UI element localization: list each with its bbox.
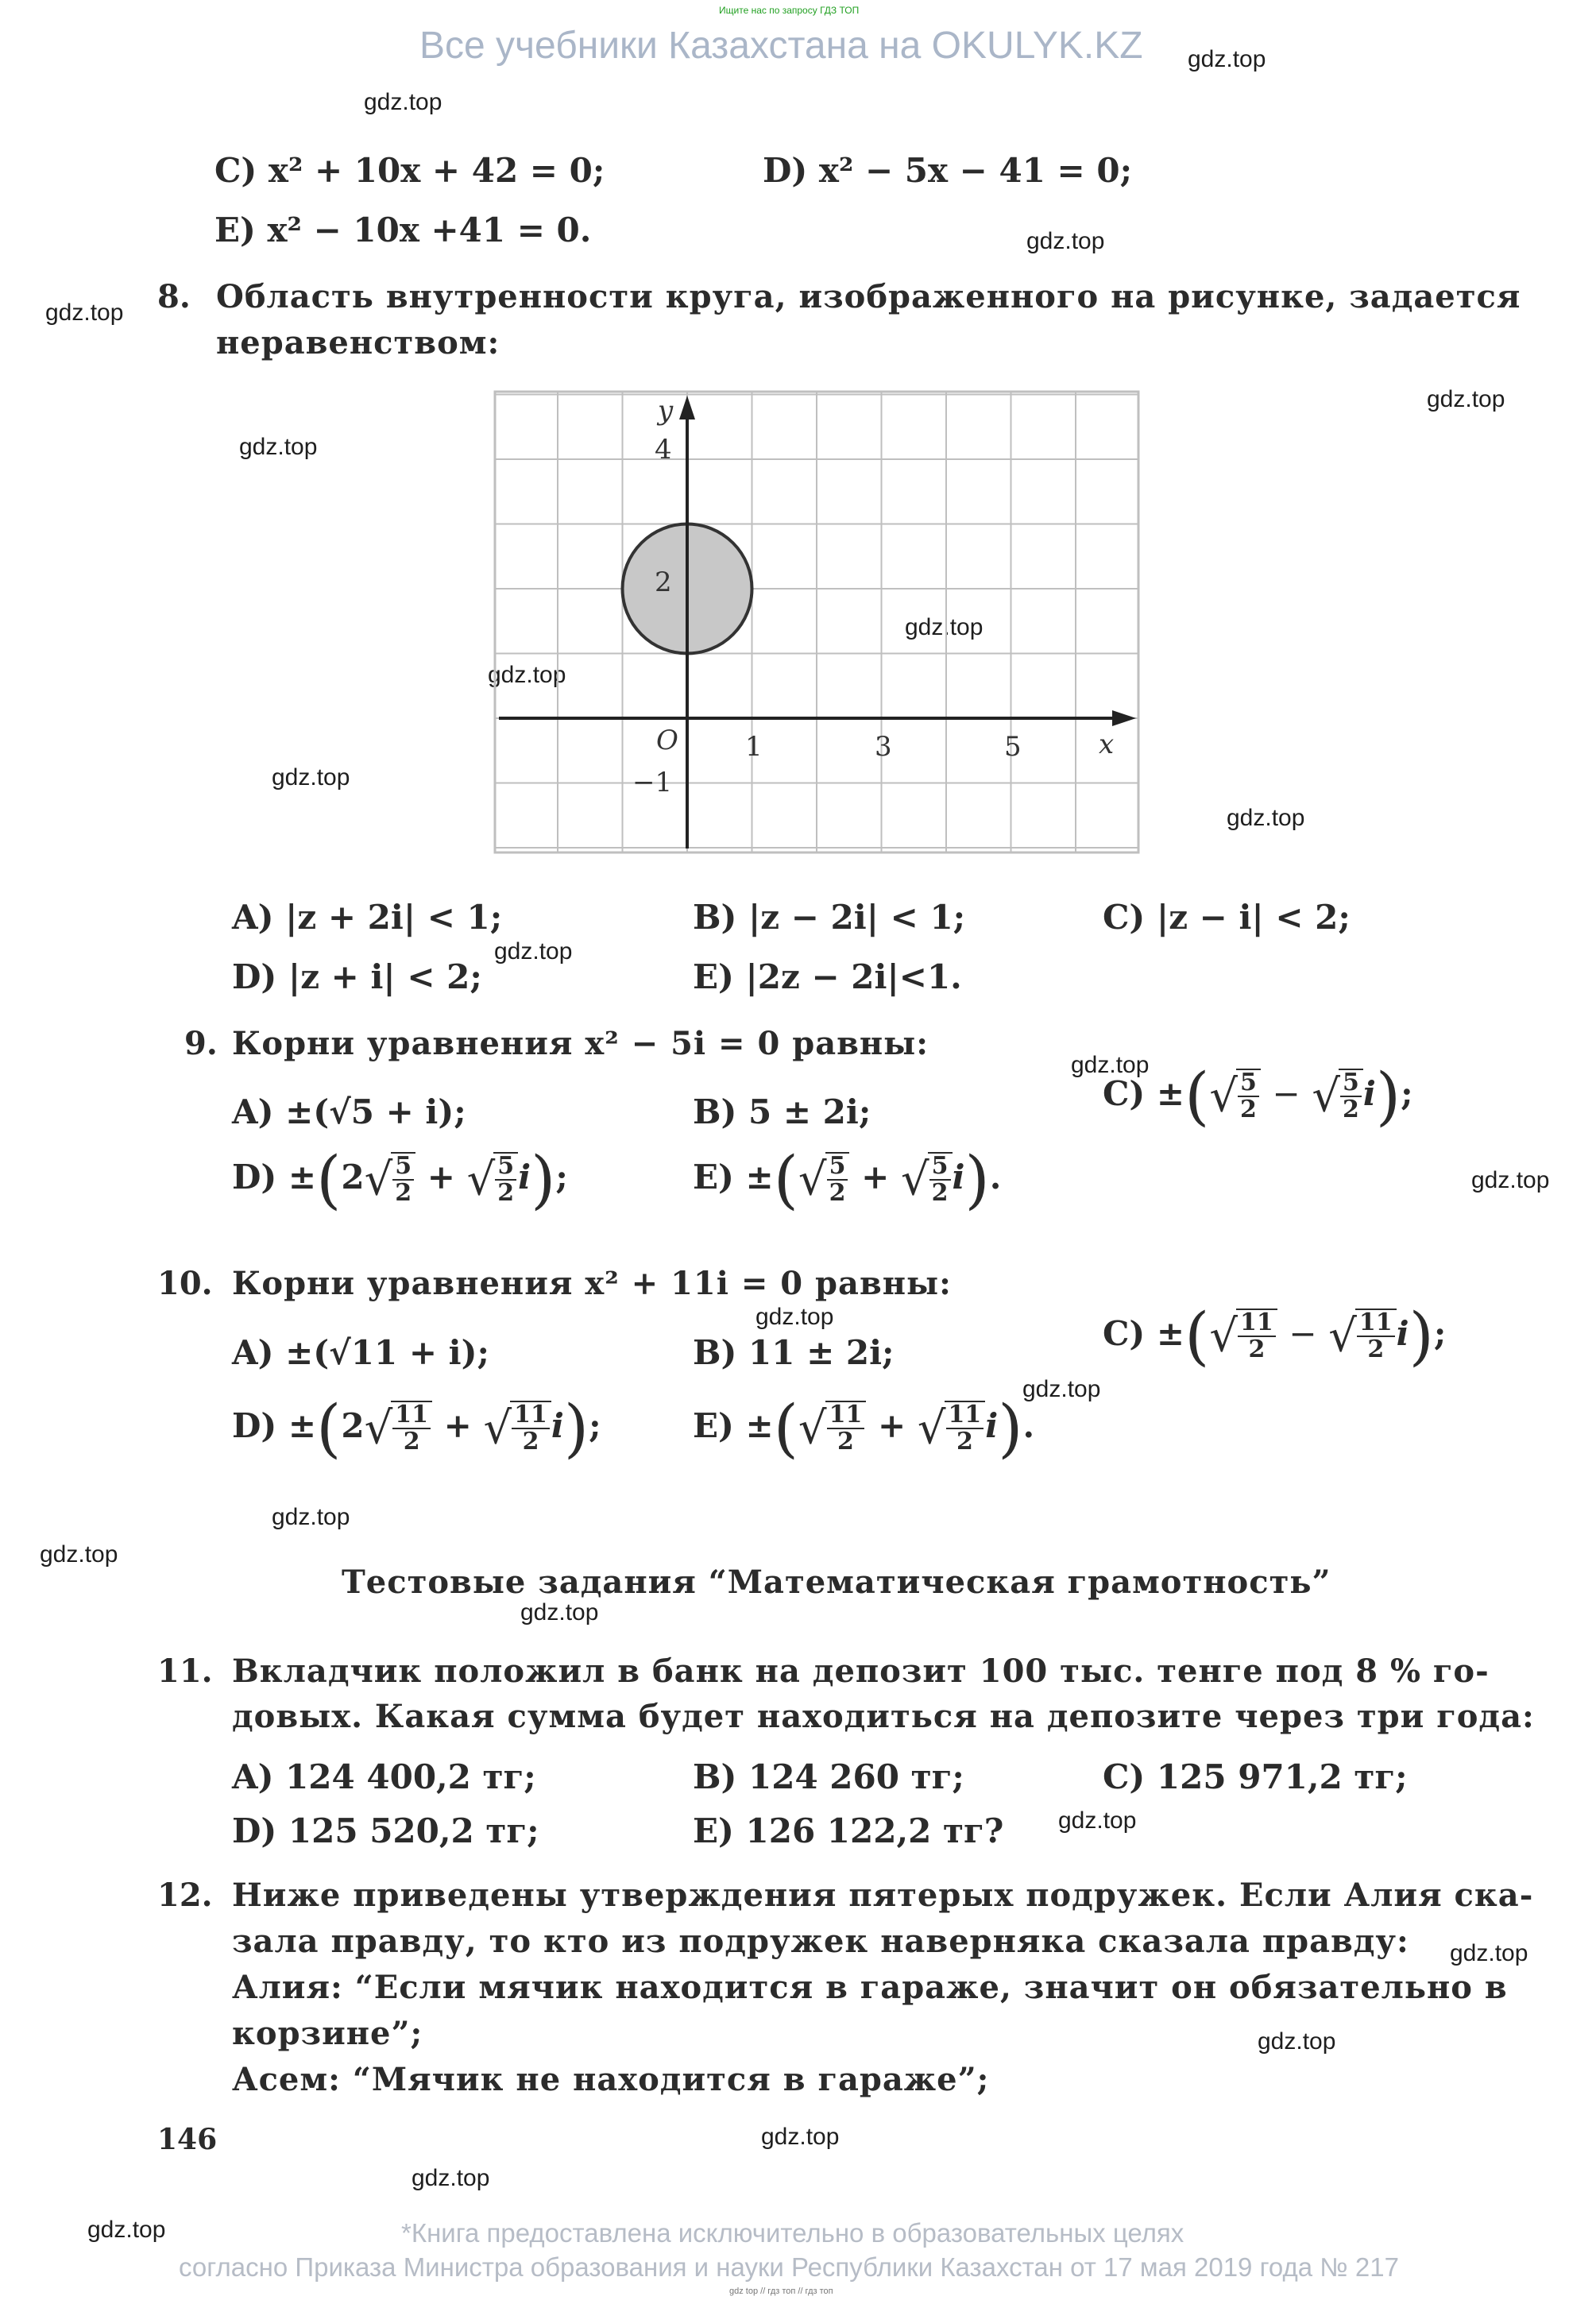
y-tick-label: 2: [655, 566, 672, 598]
watermark: gdz.top: [1058, 1807, 1137, 1834]
watermark: gdz.top: [364, 89, 442, 115]
page-number: 146: [157, 2123, 218, 2156]
site-tagline: Ищите нас по запросу ГДЗ ТОП: [719, 5, 860, 16]
q8-stem-line1: Область внутренности круга, изображенного на рисунке, задается: [216, 278, 1521, 315]
x-tick-label: 3: [875, 731, 892, 763]
q10-option-a: A) ±(√11 + i);: [232, 1333, 489, 1372]
footer-line2: согласно Приказа Министра образования и науки Республики Казахстан от 17 мая 2019 года № 217: [179, 2252, 1399, 2282]
watermark: gdz.top: [40, 1541, 118, 1568]
watermark: gdz.top: [1450, 1940, 1528, 1966]
section-title: Тестовые задания “Математическая грамотность”: [342, 1564, 1331, 1601]
q11-option-b: B) 124 260 тг;: [693, 1757, 964, 1796]
q8-stem-line2: неравенством:: [216, 324, 500, 361]
watermark: gdz.top: [494, 938, 573, 965]
watermark: gdz.top: [272, 764, 350, 791]
watermark: gdz.top: [45, 300, 124, 326]
q9-option-e: E) ±(√ $\frac{5}{2}$ + √ $\frac{5}{2}$ i).: [693, 1142, 1002, 1216]
footer-line1: *Книга предоставлена исключительно в образовательных целях: [401, 2218, 1184, 2248]
q10-option-b: B) 11 ± 2i;: [693, 1333, 895, 1372]
q9-option-d: D) ±(2√ $\frac{5}{2}$ + √ $\frac{5}{2}$ i);: [232, 1142, 568, 1216]
q9-option-b: B) 5 ± 2i;: [693, 1092, 871, 1131]
q11-number: 11.: [157, 1653, 213, 1690]
q10-stem: Корни уравнения x² + 11i = 0 равны:: [232, 1265, 952, 1302]
watermark: gdz.top: [1188, 46, 1266, 72]
watermark: gdz.top: [1026, 228, 1105, 254]
watermark: gdz.top: [905, 614, 983, 640]
q8-option-d: D) |z + i| < 2;: [232, 957, 482, 996]
site-title[interactable]: Все учебники Казахстана на OKULYK.KZ: [419, 25, 1143, 67]
q11-stem-line1: Вкладчик положил в банк на депозит 100 тыс. тенге под 8 % го-: [232, 1653, 1490, 1690]
y-axis-arrow: [679, 396, 695, 419]
q7-option-e: E) x² − 10x +41 = 0.: [214, 211, 592, 249]
q12-stem-line2: зала правду, то кто из подружек наверняка сказала правду:: [232, 1923, 1409, 1960]
x-axis-arrow: [1112, 710, 1136, 726]
q10-option-c: C) ±(√ $\frac{11}{2}$ − √ $\frac{11}{2}$ i);: [1103, 1299, 1447, 1373]
q8-option-b: B) |z − 2i| < 1;: [693, 898, 966, 937]
watermark: gdz.top: [1471, 1167, 1550, 1193]
figure-grid: [495, 392, 1138, 852]
watermark: gdz.top: [412, 2165, 490, 2191]
watermark: gdz.top: [520, 1599, 599, 1626]
q8-number: 8.: [157, 278, 191, 315]
q9-stem: Корни уравнения x² − 5i = 0 равны:: [232, 1025, 929, 1062]
y-axis-label: y: [658, 395, 674, 427]
q9-option-c: C) ±(√ $\frac{5}{2}$ − √ $\frac{5}{2}$ i);: [1103, 1059, 1413, 1133]
q12-stem-line5: Асем: “Мячик не находится в гараже”;: [232, 2061, 990, 2098]
q8-option-c: C) |z − i| < 2;: [1103, 898, 1351, 937]
q12-stem-line4: корзине”;: [232, 2015, 423, 2052]
q11-stem-line2: довых. Какая сумма будет находиться на депозите через три года:: [232, 1698, 1535, 1735]
watermark: gdz.top: [755, 1304, 834, 1330]
watermark: gdz.top: [1227, 805, 1305, 831]
q7-option-d: D) x² − 5x − 41 = 0;: [763, 151, 1133, 190]
watermark: gdz.top: [87, 2217, 166, 2243]
x-axis-label: x: [1099, 729, 1115, 760]
y-tick-label: −1: [632, 767, 673, 798]
q10-option-e: E) ±(√ $\frac{11}{2}$ + √ $\frac{11}{2}$ i).: [693, 1391, 1035, 1465]
watermark: gdz.top: [761, 2124, 840, 2150]
q12-stem-line3: Алия: “Если мячик находится в гараже, значит он обязательно в: [232, 1969, 1508, 2006]
x-tick-label: 5: [1004, 731, 1022, 763]
origin-label: O: [656, 725, 678, 756]
q12-number: 12.: [157, 1877, 213, 1914]
watermark: gdz.top: [488, 662, 566, 688]
q11-option-e: E) 126 122,2 тг?: [693, 1811, 1004, 1850]
watermark: gdz.top: [1022, 1376, 1101, 1402]
q7-option-c: C) x² + 10x + 42 = 0;: [214, 151, 605, 190]
q11-option-c: C) 125 971,2 тг;: [1103, 1757, 1408, 1796]
q11-option-d: D) 125 520,2 тг;: [232, 1811, 539, 1850]
q9-option-a: A) ±(√5 + i);: [232, 1092, 466, 1131]
watermark: gdz.top: [272, 1504, 350, 1530]
x-tick-label: 1: [745, 731, 763, 763]
circle-figure: [491, 388, 1142, 856]
watermark: gdz.top: [1071, 1052, 1150, 1078]
q11-option-a: A) 124 400,2 тг;: [232, 1757, 536, 1796]
q10-number: 10.: [157, 1265, 213, 1302]
q9-number: 9.: [184, 1025, 218, 1062]
watermark: gdz.top: [1427, 386, 1505, 412]
watermark: gdz.top: [1258, 2028, 1336, 2055]
q8-option-e: E) |2z − 2i|<1.: [693, 957, 962, 996]
q12-stem-line1: Ниже приведены утверждения пятерых подружек. Если Алия ска-: [232, 1877, 1534, 1914]
y-tick-label: 4: [655, 434, 672, 466]
q8-option-a: A) |z + 2i| < 1;: [232, 898, 503, 937]
watermark: gdz.top: [239, 434, 318, 460]
q10-option-d: D) ±(2√ $\frac{11}{2}$ + √ $\frac{11}{2}$ i);: [232, 1391, 601, 1465]
footer-small: gdz top // гдз топ // гдз топ: [729, 2287, 833, 2296]
